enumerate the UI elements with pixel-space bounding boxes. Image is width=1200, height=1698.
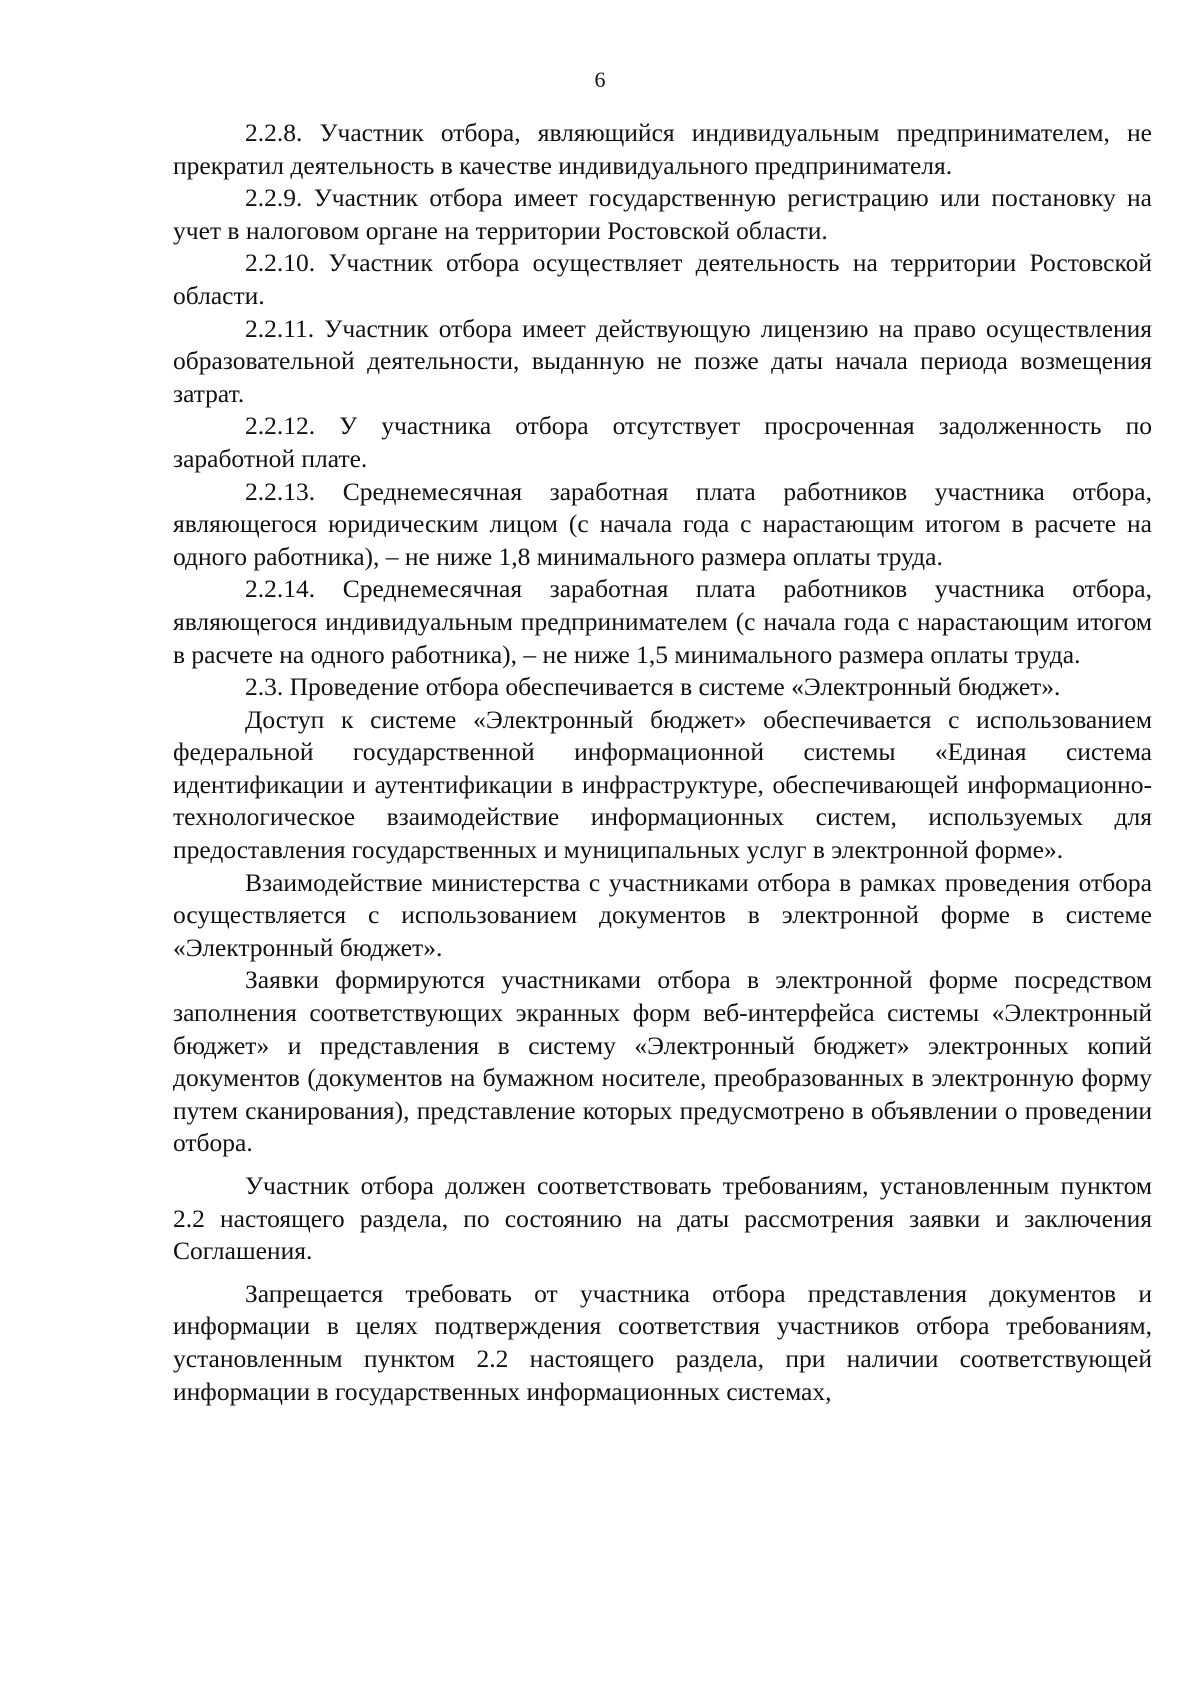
paragraph-access: Доступ к системе «Электронный бюджет» обеспечивается с использованием федеральной государственной информационной системы «Единая система идентификации и аутентификации в инфраструктуре, обеспечивающей информационно-технологическое взаимодействие информационных систем, используемых для предоставления государственных и муниципальных услуг в электронной форме». bbox=[173, 704, 1152, 865]
paragraph-interaction: Взаимодействие министерства с участниками отбора в рамках проведения отбора осуществляется с использованием документов в электронной форме в системе «Электронный бюджет». bbox=[173, 867, 1152, 962]
paragraph-2-2-11: 2.2.11. Участник отбора имеет действующую лицензию на право осуществления образовательной деятельности, выданную не позже даты начала периода возмещения затрат. bbox=[173, 313, 1152, 408]
paragraph-2-2-13: 2.2.13. Среднемесячная заработная плата работников участника отбора, являющегося юридическим лицом (с начала года с нарастающим итогом в расчете на одного работника), – не ниже 1,8 минимального размера оплаты труда. bbox=[173, 476, 1152, 571]
paragraph-2-2-12: 2.2.12. У участника отбора отсутствует просроченная задолженность по заработной плате. bbox=[173, 411, 1152, 473]
document-body bbox=[173, 117, 1152, 1408]
paragraph-2-2-9: 2.2.9. Участник отбора имеет государственную регистрацию или постановку на учет в налоговом органе на территории Ростовской области. bbox=[173, 183, 1152, 245]
paragraph-2-2-8: 2.2.8. Участник отбора, являющийся индивидуальным предпринимателем, не прекратил деятельность в качестве индивидуального предпринимателя. bbox=[173, 118, 1152, 180]
paragraph-2-3: 2.3. Проведение отбора обеспечивается в системе «Электронный бюджет». bbox=[245, 672, 1061, 702]
paragraph-2-2-10: 2.2.10. Участник отбора осуществляет деятельность на территории Ростовской области. bbox=[173, 248, 1152, 310]
paragraph-prohibition: Запрещается требовать от участника отбора представления документов и информации в целях подтверждения соответствия участников отбора требованиям, установленным пунктом 2.2 настоящего раздела, при наличии соответствующей информации в государственных информационных системах, bbox=[173, 1278, 1152, 1406]
paragraph-applications: Заявки формируются участниками отбора в электронной форме посредством заполнения соответствующих экранных форм веб-интерфейса системы «Электронный бюджет» и представления в систему «Электронный бюджет» электронных копий документов (документов на бумажном носителе, преобразованных в электронную форму путем сканирования), представление которых предусмотрено в объявлении о проведении отбора. bbox=[173, 965, 1152, 1158]
paragraph-compliance: Участник отбора должен соответствовать требованиям, установленным пунктом 2.2 настоящего раздела, по состоянию на даты рассмотрения заявки и заключения Соглашения. bbox=[173, 1171, 1152, 1266]
paragraph-2-2-14: 2.2.14. Среднемесячная заработная плата работников участника отбора, являющегося индивидуальным предпринимателем (с начала года с нарастающим итогом в расчете на одного работника), – не ниже 1,5 минимального размера оплаты труда. bbox=[173, 574, 1152, 669]
page-number: 6 bbox=[594, 67, 606, 92]
